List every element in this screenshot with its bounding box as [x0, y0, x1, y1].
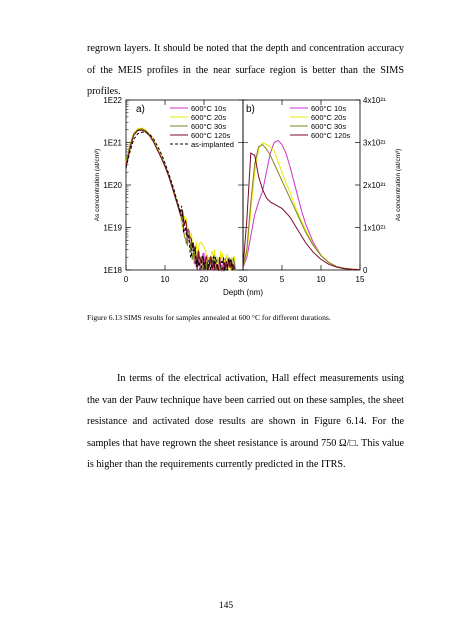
panel-label-b: b) [246, 104, 255, 115]
y-tick-label-left: 1E19 [103, 223, 122, 233]
legend-a-label: as-implanted [191, 140, 234, 149]
y-tick-label-left: 1E18 [103, 266, 122, 275]
series-a-3 [126, 130, 235, 270]
x-tick-label-a: 30 [238, 275, 248, 284]
x-axis-label: Depth (nm) [222, 288, 264, 297]
y-tick-label-right: 0 [363, 266, 368, 275]
x-tick-label-a: 20 [199, 275, 209, 284]
x-tick-label-b: 15 [355, 275, 365, 284]
y-tick-label-right: 1x10²¹ [363, 223, 386, 233]
body-paragraph-1: regrown layers. It should be noted that the depth and concentration accuracy of the MEIS profiles in the near surface region is better than the SIMS profiles. [87, 43, 404, 97]
legend-a-label: 600°C 120s [191, 131, 231, 140]
series-a-1 [126, 128, 235, 270]
series-a-4 [126, 132, 235, 270]
y-axis-label-left: As concentration (at/cm³) [94, 148, 101, 222]
y-tick-label-right: 2x10²¹ [363, 181, 386, 190]
legend-b-label: 600°C 10s [311, 104, 347, 113]
legend-b-label: 600°C 20s [311, 113, 347, 122]
legend-a-label: 600°C 10s [191, 104, 227, 113]
y-tick-label-left: 1E22 [103, 96, 122, 105]
panel-label-a: a) [136, 104, 145, 115]
series-b-1 [243, 143, 360, 270]
legend-b-label: 600°C 30s [311, 122, 347, 131]
y-tick-label-right: 3x10²¹ [363, 138, 386, 148]
legend-a-label: 600°C 30s [191, 122, 227, 131]
x-tick-label-a: 10 [160, 275, 170, 284]
x-tick-label-b: 5 [279, 275, 285, 284]
x-tick-label-b: 10 [316, 275, 326, 284]
y-axis-label-right: As concentration (at/cm³) [395, 148, 402, 222]
body-paragraph-2: In terms of the electrical activation, Hall effect measurements using the van der Pauw technique have been carried out on these samples, the sheet resistance and activated dose results are shown in Figure 6.14. For the samples that have regrown the sheet resistance is around 750 Ω/□. This value is higher than the requirements currently predicted in the ITRS. [87, 373, 404, 470]
y-tick-label-left: 1E20 [103, 181, 122, 190]
legend-a-label: 600°C 20s [191, 113, 227, 122]
series-a-2 [126, 129, 235, 270]
y-tick-label-right: 4x10²¹ [363, 96, 386, 105]
page-number: 145 [218, 601, 234, 611]
x-tick-label-a: 0 [123, 275, 129, 284]
figure-caption: Figure 6.13 SIMS results for samples annealed at 600 °C for different durations. [87, 313, 331, 322]
series-b-0 [243, 140, 360, 269]
y-tick-label-left: 1E21 [103, 138, 122, 148]
series-a-0 [126, 130, 235, 270]
series-b-2 [243, 145, 360, 270]
legend-b-label: 600°C 120s [311, 131, 351, 140]
